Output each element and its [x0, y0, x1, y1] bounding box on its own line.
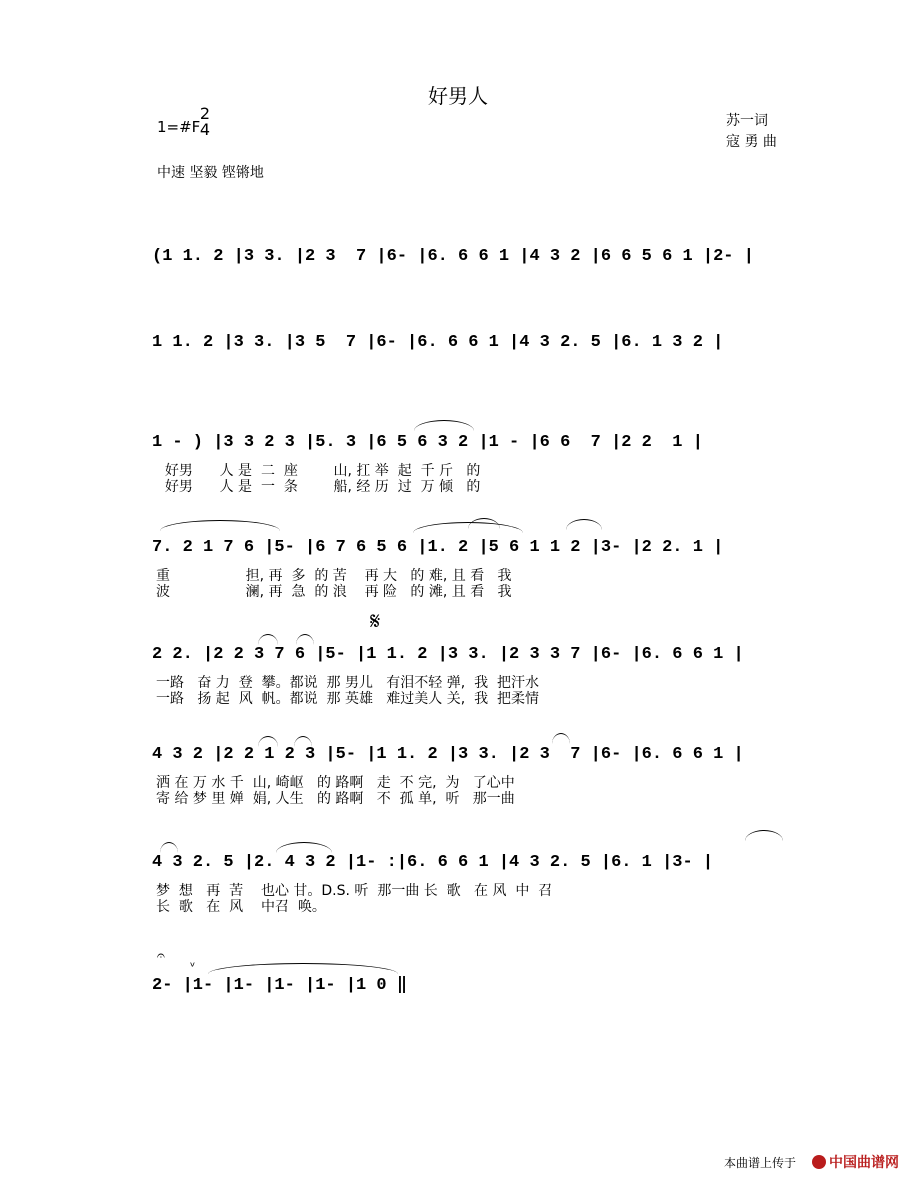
notes-line: 1 1. 2 |3 3. |3 5 7 |6- |6. 6 6 1 |4 3 2. 5 |6. 1 3 2 |: [152, 332, 724, 352]
lyric-line: 长 歌 在 风 中召 唤。: [156, 899, 326, 915]
lyric-line: 一路 奋 力 登 攀。都说 那 男儿 有泪不轻 弹, 我 把汗水: [156, 675, 540, 691]
slur-mark: [566, 519, 602, 530]
segno-sign: 𝄋: [370, 607, 381, 635]
notes-line: 7. 2 1 7 6 |5- |6 7 6 5 6 |1. 2 |5 6 1 1 2 |3- |2 2. 1 |: [152, 537, 724, 557]
slur-mark: [160, 520, 280, 531]
slur-mark: [276, 842, 332, 853]
lyric-line: 梦 想 再 苦 也心 甘。D.S. 听 那一曲 长 歌 在 风 中 召: [156, 883, 553, 899]
lyric-line: 重 担, 再 多 的 苦 再 大 的 难, 且 看 我: [156, 568, 512, 584]
key-signature: 1=#F: [157, 118, 201, 136]
slur-mark: [552, 733, 570, 744]
meter-bottom: 4: [199, 120, 211, 139]
song-title: 好男人: [428, 84, 488, 108]
footer-text: 本曲谱上传于: [724, 1156, 797, 1170]
notes-line: 4 3 2. 5 |2. 4 3 2 |1- :|6. 6 6 1 |4 3 2. 5 |6. 1 |3- |: [152, 852, 714, 872]
logo-icon: [812, 1155, 826, 1169]
notes-line: 4 3 2 |2 2 1 2 3 |5- |1 1. 2 |3 3. |2 3 7 |6- |6. 6 6 1 |: [152, 744, 744, 764]
slur-mark: [414, 420, 474, 431]
lyric-line: 好男 人 是 一 条 船, 经 历 过 万 倾 的: [156, 479, 481, 495]
composer-credit: 寇 勇 曲: [726, 134, 777, 150]
slur-mark: [208, 963, 398, 974]
notes-line: 2 2. |2 2 3 7 6 |5- |1 1. 2 |3 3. |2 3 3 7 |6- |6. 6 6 1 |: [152, 644, 744, 664]
slur-mark: [258, 634, 278, 645]
notes-line: 2- |1- |1- |1- |1- |1 0 ‖: [152, 975, 408, 995]
lyric-line: 寄 给 梦 里 婵 娟, 人生 的 路啊 不 孤 单, 听 那一曲: [156, 791, 515, 807]
lyric-line: 洒 在 万 水 千 山, 崎岖 的 路啊 走 不 完, 为 了心中: [156, 775, 515, 791]
lyric-line: 一路 扬 起 风 帆。都说 那 英雄 难过美人 关, 我 把柔情: [156, 691, 540, 707]
slur-mark: [468, 518, 500, 529]
time-signature: [198, 106, 212, 138]
notes-line: 1 - ) |3 3 2 3 |5. 3 |6 5 6 3 2 |1 - |6 6 7 |2 2 1 |: [152, 432, 703, 452]
slur-mark: [294, 736, 312, 747]
lyric-line: 好男 人 是 二 座 山, 扛 举 起 千 斤 的: [156, 463, 481, 479]
notes-line: (1 1. 2 |3 3. |2 3 7 |6- |6. 6 6 1 |4 3 2 |6 6 5 6 1 |2- |: [152, 246, 754, 266]
slur-mark: [258, 736, 278, 747]
site-logo-text: 中国曲谱网: [829, 1155, 899, 1171]
site-logo: [812, 1152, 899, 1172]
meter-top: 2: [199, 104, 211, 123]
breath-mark: ᵛ: [190, 960, 196, 975]
tempo-marking: 中速 坚毅 铿锵地: [157, 165, 264, 181]
lyric-line: 波 澜, 再 急 的 浪 再 险 的 滩, 且 看 我: [156, 584, 512, 600]
slur-mark: [160, 842, 178, 853]
lyricist-credit: 苏一词: [726, 113, 768, 129]
slur-mark: [745, 830, 783, 841]
fermata-mark: 𝄐: [157, 948, 165, 964]
slur-mark: [296, 634, 314, 645]
